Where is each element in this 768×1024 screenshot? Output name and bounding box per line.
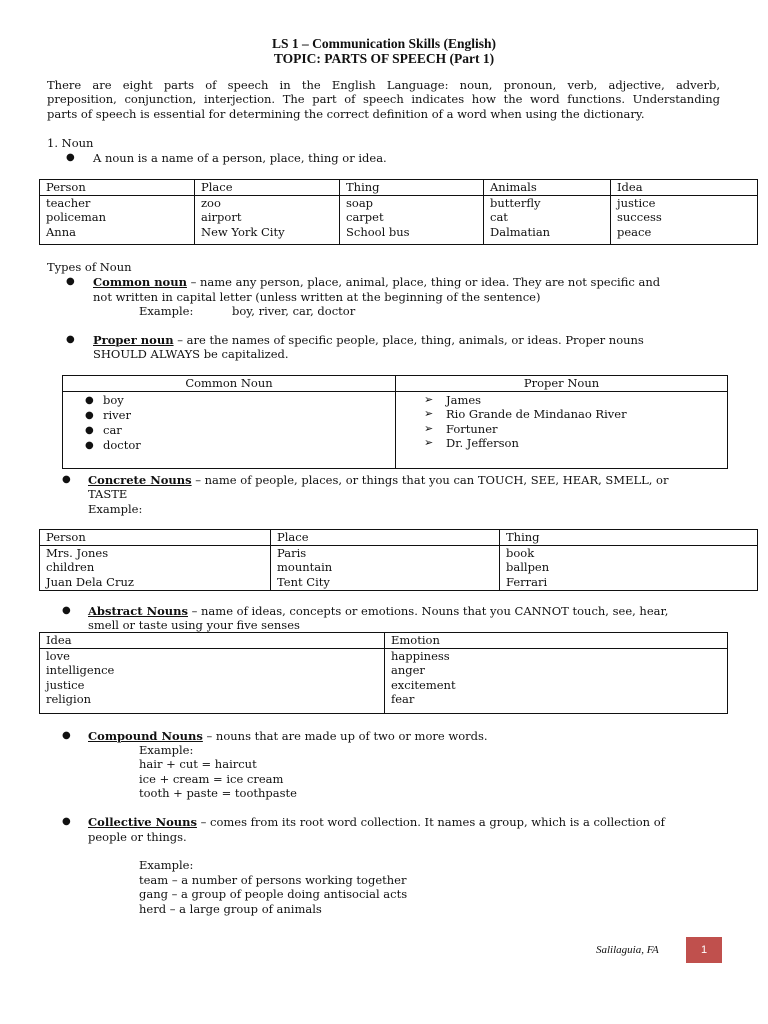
list-item: ➢ James <box>424 392 482 407</box>
arrow-icon: ➢ <box>424 392 434 406</box>
concrete-table-header: Place <box>271 530 500 546</box>
noun-table-cell: soap carpet School bus <box>340 195 484 244</box>
abstract-table-header: Emotion <box>385 633 728 649</box>
list-item: ➢ Fortuner <box>424 421 498 436</box>
proper-noun-line-2: SHOULD ALWAYS be capitalized. <box>93 347 289 361</box>
list-item: ● doctor <box>85 437 141 452</box>
noun-table-cell: justice success peace <box>611 195 758 244</box>
noun-table-header: Idea <box>611 180 758 196</box>
common-noun-example-label: Example: <box>139 304 194 318</box>
compound-example: ice + cream = ice cream <box>139 772 284 786</box>
common-proper-header: Proper Noun <box>396 376 728 392</box>
proper-noun-list <box>396 391 728 468</box>
noun-definition: A noun is a name of a person, place, thing or idea. <box>93 151 387 165</box>
concrete-table-cell: Paris mountain Tent City <box>271 545 500 590</box>
header-line-2: TOPIC: PARTS OF SPEECH (Part 1) <box>273 51 495 66</box>
common-proper-table <box>62 375 728 469</box>
footer-author: Salilaguia, FA <box>596 944 659 956</box>
arrow-icon: ➢ <box>424 407 434 420</box>
bullet-icon: ● <box>66 334 75 345</box>
noun-heading: 1. Noun <box>47 136 94 150</box>
arrow-icon: ➢ <box>424 421 434 435</box>
bullet-icon: ● <box>85 394 94 406</box>
common-noun-line-2: not written in capital letter (unless written at the beginning of the sentence) <box>93 290 541 304</box>
concrete-noun-example-label: Example: <box>88 502 143 516</box>
noun-table-cell: zoo airport New York City <box>195 195 340 244</box>
noun-table-header: Thing <box>340 180 484 196</box>
list-item: ● car <box>85 422 122 437</box>
collective-noun-line-1: Collective Nouns – comes from its root word collection. It names a group, which is a collection of <box>88 815 665 829</box>
bullet-icon: ● <box>62 605 71 616</box>
common-proper-header: Common Noun <box>63 376 396 392</box>
bullet-icon: ● <box>85 439 94 451</box>
intro-line: preposition, conjunction, interjection. The part of speech indicates how the word functions. Understanding <box>47 92 720 107</box>
common-noun-list <box>63 391 396 468</box>
concrete-table-header: Person <box>40 530 271 546</box>
types-heading: Types of Noun <box>47 260 132 274</box>
compound-example-label: Example: <box>139 743 194 757</box>
list-item: ➢ Dr. Jefferson <box>424 436 519 450</box>
abstract-noun-line-2: smell or taste using your five senses <box>88 618 300 632</box>
bullet-icon: ● <box>66 276 75 287</box>
compound-noun-line-1: Compound Nouns – nouns that are made up of two or more words. <box>88 729 488 743</box>
bullet-icon: ● <box>85 409 94 421</box>
intro-paragraph <box>47 78 720 121</box>
noun-table-header: Animals <box>484 180 611 196</box>
concrete-table-header: Thing <box>500 530 758 546</box>
abstract-noun-line-1: Abstract Nouns – name of ideas, concepts or emotions. Nouns that you CANNOT touch, see, hear, <box>88 604 669 618</box>
abstract-table-header: Idea <box>40 633 385 649</box>
noun-table-cell: teacher policeman Anna <box>40 195 195 244</box>
common-noun-line-1: Common noun – name any person, place, animal, place, thing or idea. They are not specific and <box>93 275 661 289</box>
header-line-1: LS 1 – Communication Skills (English) <box>272 36 496 51</box>
compound-example: tooth + paste = toothpaste <box>139 786 297 800</box>
abstract-table <box>39 632 728 714</box>
abstract-table-cell: love intelligence justice religion <box>40 648 385 713</box>
concrete-noun-line-2: TASTE <box>88 487 128 501</box>
bullet-icon: ● <box>62 730 71 741</box>
collective-noun-line-2: people or things. <box>88 830 187 844</box>
noun-table-header: Person <box>40 180 195 196</box>
page-number: 1 <box>686 937 722 963</box>
arrow-icon: ➢ <box>424 436 434 449</box>
concrete-table-cell: book ballpen Ferrari <box>500 545 758 590</box>
collective-example-label: Example: <box>139 858 194 872</box>
noun-table <box>39 179 758 245</box>
common-noun-example: boy, river, car, doctor <box>232 304 356 318</box>
collective-example: team – a number of persons working together <box>139 873 407 887</box>
bullet-icon: ● <box>66 152 75 163</box>
concrete-noun-line-1: Concrete Nouns – name of people, places, or things that you can TOUCH, SEE, HEAR, SMELL, or <box>88 473 669 487</box>
list-item: ● boy <box>85 392 124 407</box>
noun-table-header: Place <box>195 180 340 196</box>
noun-table-cell: butterfly cat Dalmatian <box>484 195 611 244</box>
bullet-icon: ● <box>62 474 71 485</box>
abstract-table-cell: happiness anger excitement fear <box>385 648 728 713</box>
compound-example: hair + cut = haircut <box>139 757 257 771</box>
bullet-icon: ● <box>62 816 71 827</box>
concrete-table <box>39 529 758 591</box>
proper-noun-line-1: Proper noun – are the names of specific people, place, thing, animals, or ideas. Proper nouns <box>93 333 644 347</box>
list-item: ● river <box>85 407 131 422</box>
list-item: ➢ Rio Grande de Mindanao River <box>424 407 627 421</box>
concrete-table-cell: Mrs. Jones children Juan Dela Cruz <box>40 545 271 590</box>
intro-line: parts of speech is essential for determining the correct definition of a word when using the dictionary. <box>47 106 645 121</box>
collective-example: herd – a large group of animals <box>139 902 322 916</box>
bullet-icon: ● <box>85 424 94 436</box>
intro-line: There are eight parts of speech in the English Language: noun, pronoun, verb, adjective, adverb, <box>47 78 720 92</box>
collective-example: gang – a group of people doing antisocial acts <box>139 887 408 901</box>
